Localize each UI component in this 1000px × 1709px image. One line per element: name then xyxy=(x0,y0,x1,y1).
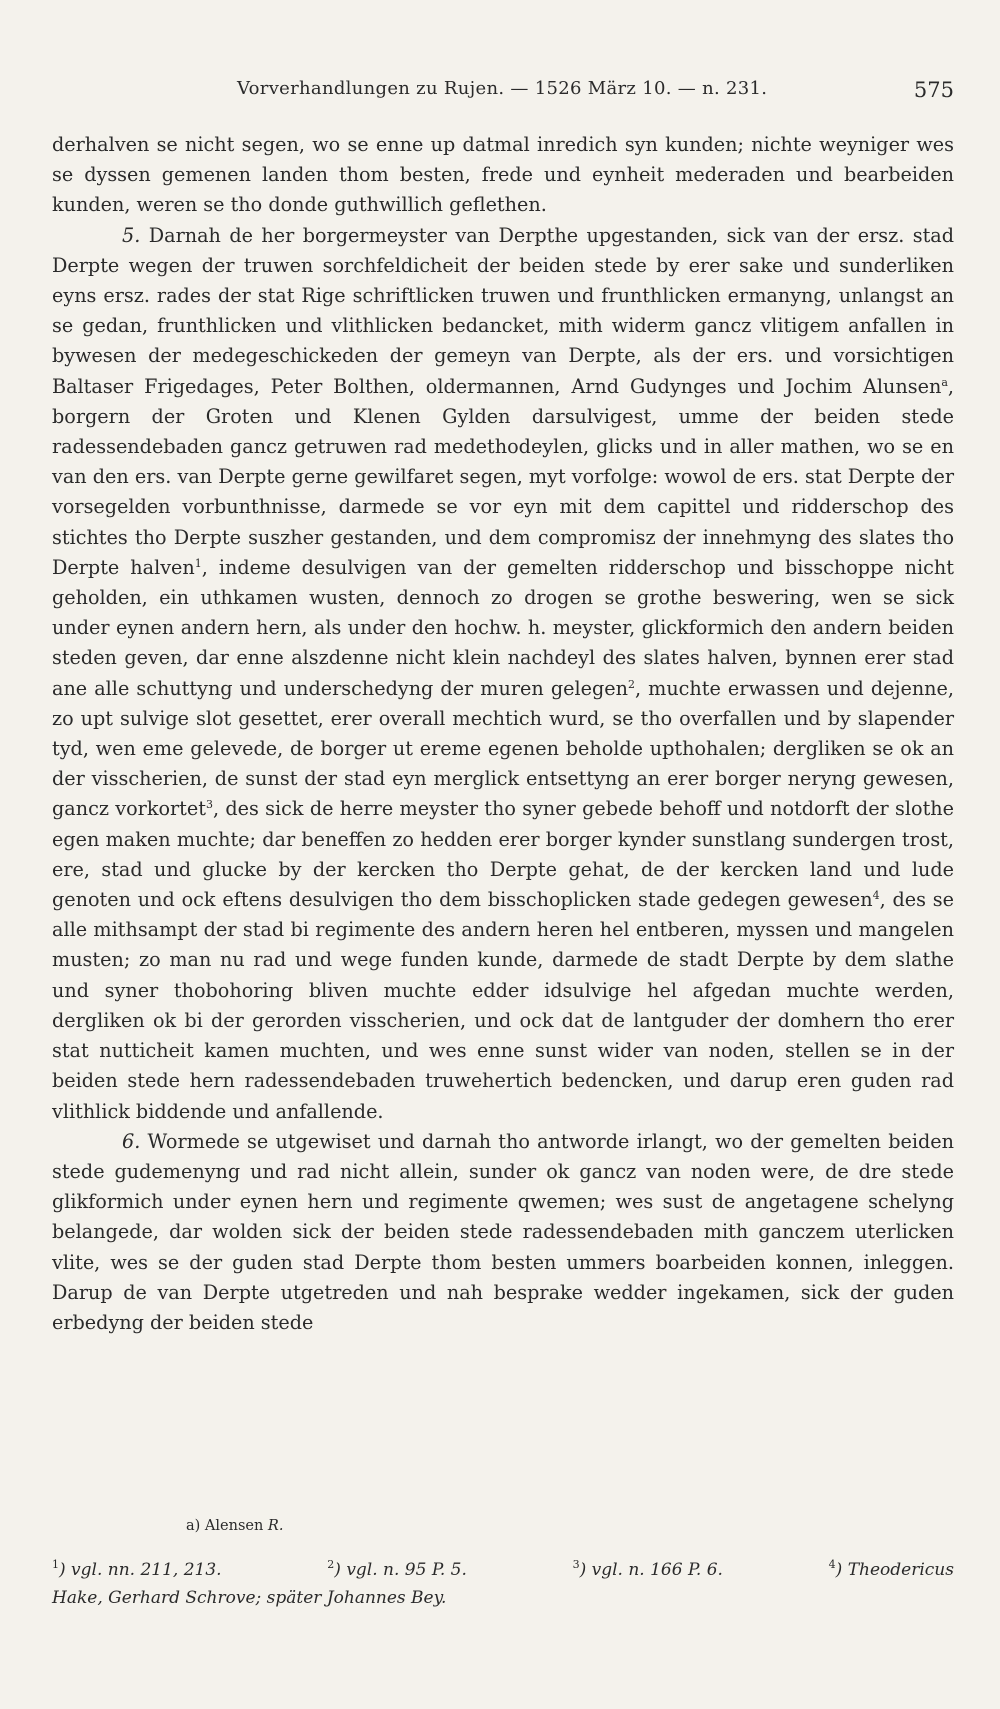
footnote-4: $^4$) Theodericus xyxy=(828,1558,954,1580)
section-5: 5. Darnah de her borgermeyster van Derpthe upgestanden, sick van der ersz. stad Derpte wegen der truwen sorchfeldicheit der beiden stede by erer sake und sunderliken eyns ersz. rades der stat Rige schriftlicken truwen und frunthlicken ermanyng, unlangst an se gedan, frunthlicken und vlithlicken bedancket, mith widerm gancz vlitigem anfallen in bywesen der medegeschickeden der gemeyn van Derpte, als der ers. und vorsichtigen Baltaser Frigedages, Peter Bolthen, oldermannen, Arnd Gudynges und Jochim Alunsen$^a$, borgern der Groten und Klenen Gylden darsulvigest, umme der beiden stede radessendebaden gancz getruwen rad medethodeylen, glicks und in aller mathen, wo se en van den ers. van Derpte gerne gewilfaret segen, myt vorfolge: wowol de ers. stat Derpte der vorsegelden vorbunthnisse, darmede se vor eyn mit dem capittel und ridderschop des stichtes tho Derpte suszher gestanden, und dem compromisz der innehmyng des slates tho Derpte halven$^1$, indeme desulvigen van der gemelten ridderschop und bisschoppe nicht geholden, ein uthkamen wusten, dennoch zo drogen se grothe beswering, wen se sick under eynen andern hern, als under den hochw. h. meyster, glickformich den andern beiden steden geven, dar enne alszdenne nicht klein nachdeyl des slates halven, bynnen erer stad ane alle schuttyng und underschedyng der muren gelegen$^2$, muchte erwassen und dejenne, zo upt sulvige slot gesettet, erer overall mechtich wurd, se tho overfallen und by slapender tyd, wen eme gelevede, de borger ut ereme egenen beholde upthohalen; dergliken se ok an der visscherien, de sunst der stad eyn merglick entsettyng an erer borger neryng gewesen, gancz vorkortet$^3$, des sick de herre meyster tho syner gebede behoff und notdorft der slothe egen maken muchte; dar beneffen zo hedden erer borger kynder sunstlang sundergen trost, ere, stad und glucke by der kercken tho Derpte gehat, de der kercken land und lude genoten und ock eftens desulvigen tho dem bisschoplicken stade gedegen gewesen$^4$, des se alle mithsampt der stad bi regimente des andern heren hel entberen, myssen und mangelen musten; zo man nu rad und wege funden kunde, darmede de stadt Derpte by dem slathe und syner thobohoring bliven muchte edder idsulvige hel afgedan muchte werden, dergliken ok bi der gerorden visscherien, und ock dat de lantguder der domhern tho erer stat nutticheit kamen muchten, und wes enne sunst wider van noden, stellen se in der beiden stede hern radessendebaden truwehertich bedencken, und darup eren guden rad vlithlick biddende und anfallende. xyxy=(52,223,955,1123)
variant-marker: a xyxy=(941,375,948,389)
footnotes xyxy=(52,1556,954,1612)
main-text xyxy=(52,130,954,1338)
footnote-4-continuation: Hake, Gerhard Schrove; später Johannes Bey. xyxy=(52,1588,447,1608)
paragraph-continuation: derhalven se nicht segen, wo se enne up datmal inredich syn kunden; nichte weyniger wes se dyssen gemenen landen thom besten, frede und eynheit mederaden und bearbeiden kunden, weren se tho donde guthwillich geflethen. xyxy=(52,133,954,217)
footnote-marker: 1 xyxy=(194,556,202,570)
running-title: Vorverhandlungen zu Rujen. — 1526 März 10. — n. 231. xyxy=(237,78,768,99)
footnote-marker: 3 xyxy=(205,798,213,812)
page-number: 575 xyxy=(913,78,954,102)
page-header xyxy=(52,74,954,104)
footnote-marker: 2 xyxy=(627,677,635,691)
section-number: 6. xyxy=(122,1129,141,1153)
section-6: 6. Wormede se utgewiset und darnah tho antworde irlangt, wo der gemelten beiden stede gudemenyng und rad nicht allein, sunder ok gancz van noden were, de dre stede glikformich under eynen hern und regimente qwemen; wes sust de angetagene schelyng belangede, dar wolden sick der beiden stede radessendebaden mith ganczem uterlicken vlite, wes se der guden stad Derpte thom besten ummers boarbeiden konnen, inleggen. Darup de van Derpte utgetreden und nah besprake wedder ingekamen, sick der guden erbedyng der beiden stede xyxy=(52,1129,954,1334)
footnote-3: $^3$) vgl. n. 166 P. 6. xyxy=(572,1558,723,1580)
footnote-1: $^1$) vgl. nn. 211, 213. xyxy=(52,1558,222,1580)
footnote-2: $^2$) vgl. n. 95 P. 5. xyxy=(327,1558,467,1580)
footnote-row xyxy=(52,1556,954,1584)
footnote-marker: 4 xyxy=(872,889,880,903)
variant-apparatus: a) Alensen R. xyxy=(186,1518,284,1534)
section-number: 5. xyxy=(122,223,141,247)
